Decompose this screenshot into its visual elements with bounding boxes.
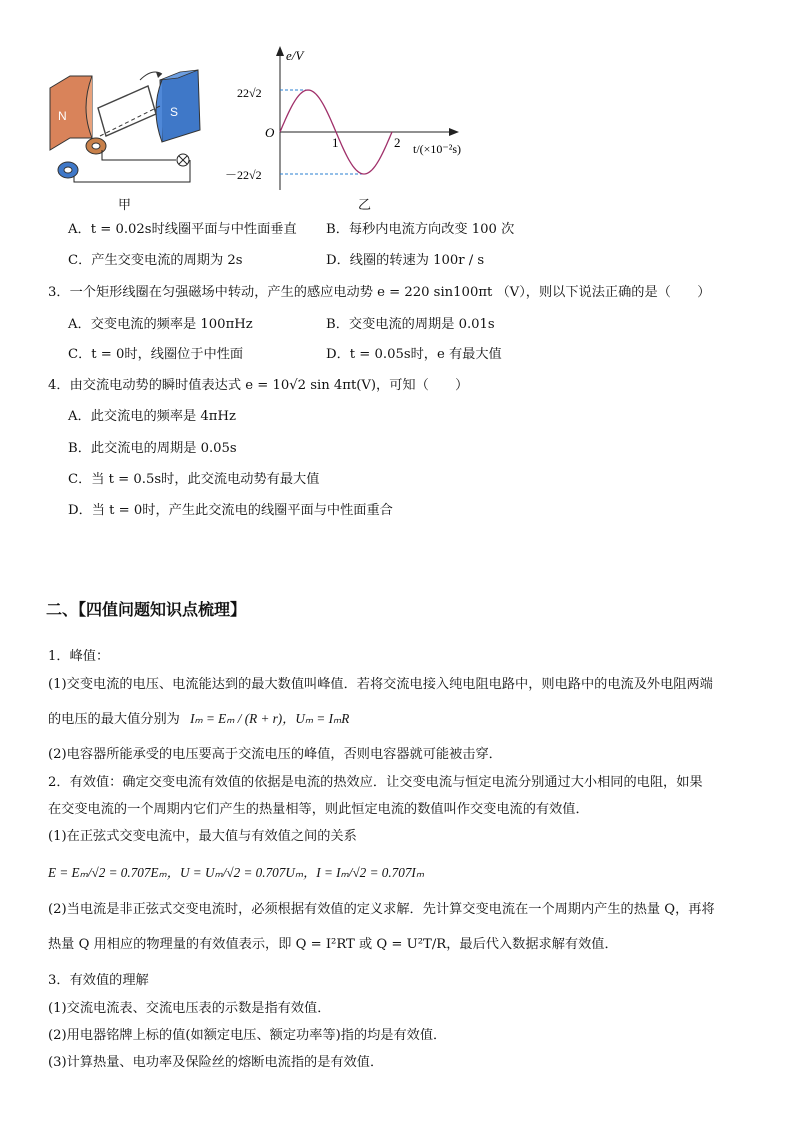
rms-para-2: 在交变电流的一个周期内它们产生的热量相等，则此恒定电流的数值叫作交变电流的有效值． xyxy=(48,802,589,817)
understanding-item-2: (2)用电器铭牌上标的值(如额定电压、额定功率等)指的均是有效值． xyxy=(48,1028,447,1043)
xtick-label-2: 2 xyxy=(394,135,401,150)
origin-label: O xyxy=(265,125,275,140)
rms-para-5: 热量 Q 用相应的物理量的有效值表示，即 Q = I²RT 或 Q = U²T/R，最后代入数据求解有效值． xyxy=(48,937,618,952)
q3-option-c: C．t = 0时，线圈位于中性面 xyxy=(68,347,244,362)
understanding-item-3: (3)计算热量、电功率及保险丝的熔断电流指的是有效值． xyxy=(48,1055,384,1070)
magnet-s-label: S xyxy=(170,105,179,119)
rms-formula: E = Eₘ/√2 = 0.707Eₘ，U = Uₘ/√2 = 0.707Uₘ，I = Iₘ/√2 = 0.707Iₘ xyxy=(48,865,425,880)
section-heading: 二、【四值问题知识点梳理】 xyxy=(46,600,247,619)
q4-option-c: C．当 t = 0.5s时，此交流电动势有最大值 xyxy=(68,472,320,487)
q3-option-d: D．t = 0.05s时，e 有最大值 xyxy=(326,347,502,362)
understanding-item-1: (1)交流电流表、交流电压表的示数是指有效值． xyxy=(48,1001,331,1016)
q2-option-a: A．t = 0.02s时线圈平面与中性面垂直 xyxy=(68,222,297,237)
ytick-negative: －22√2 xyxy=(225,168,262,182)
emf-chart xyxy=(225,42,485,194)
q4-option-d: D．当 t = 0时，产生此交流电的线圈平面与中性面重合 xyxy=(68,503,393,518)
peak-formula: Iₘ = Eₘ / (R + r)，Uₘ = IₘR xyxy=(190,711,350,726)
q4-option-b: B．此交流电的周期是 0.05s xyxy=(68,441,237,456)
caption-left: 甲 xyxy=(118,198,132,213)
rms-para-1: 2．有效值：确定交变电流有效值的依据是电流的热效应．让交变电流与恒定电流分别通过大小相同的电阻，如果 xyxy=(48,775,703,790)
ytick-positive: 22√2 xyxy=(237,86,262,100)
understanding-title: 3．有效值的理解 xyxy=(48,973,149,988)
q3-stem: 3．一个矩形线圈在匀强磁场中转动，产生的感应电动势 e = 220 sin100πt （V），则以下说法正确的是（ ） xyxy=(48,285,711,300)
q4-option-a: A．此交流电的频率是 4πHz xyxy=(68,409,236,424)
q2-option-d: D．线圈的转速为 100r / s xyxy=(326,253,485,268)
y-axis-arrow xyxy=(276,46,284,56)
peak-para-2-text: 的电压的最大值分别为 xyxy=(48,712,180,727)
magnet-n-label: N xyxy=(58,109,67,123)
y-axis-label: e/V xyxy=(286,48,304,63)
q4-stem: 4．由交流电动势的瞬时值表达式 e = 10√2 sin 4πt(V)，可知（ ） xyxy=(48,378,469,393)
q2-option-c: C．产生交变电流的周期为 2s xyxy=(68,253,243,268)
x-axis-arrow xyxy=(449,128,459,136)
caption-right: 乙 xyxy=(358,198,372,213)
generator-diagram xyxy=(40,58,215,193)
peak-title: 1．峰值： xyxy=(48,649,110,664)
rms-para-3: (1)在正弦式交变电流中，最大值与有效值之间的关系 xyxy=(48,829,357,844)
xtick-label-1: 1 xyxy=(332,135,339,150)
peak-para-1: (1)交变电流的电压、电流能达到的最大数值叫峰值．若将交流电接入纯电阻电路中，则电路中的电流及外电阻两端 xyxy=(48,677,713,692)
q3-option-a: A．交变电流的频率是 100πHz xyxy=(68,317,253,332)
x-axis-label: t/(×10⁻²s) xyxy=(413,142,462,156)
peak-para-2 xyxy=(48,710,349,729)
rms-para-4: (2)当电流是非正弦式交变电流时，必须根据有效值的定义求解．先计算交变电流在一个周期内产生的热量 Q，再将 xyxy=(48,902,715,917)
q2-option-b: B．每秒内电流方向改变 100 次 xyxy=(326,222,515,237)
peak-para-3: (2)电容器所能承受的电压要高于交流电压的峰值，否则电容器就可能被击穿． xyxy=(48,747,502,762)
q3-option-b: B．交变电流的周期是 0.01s xyxy=(326,317,495,332)
